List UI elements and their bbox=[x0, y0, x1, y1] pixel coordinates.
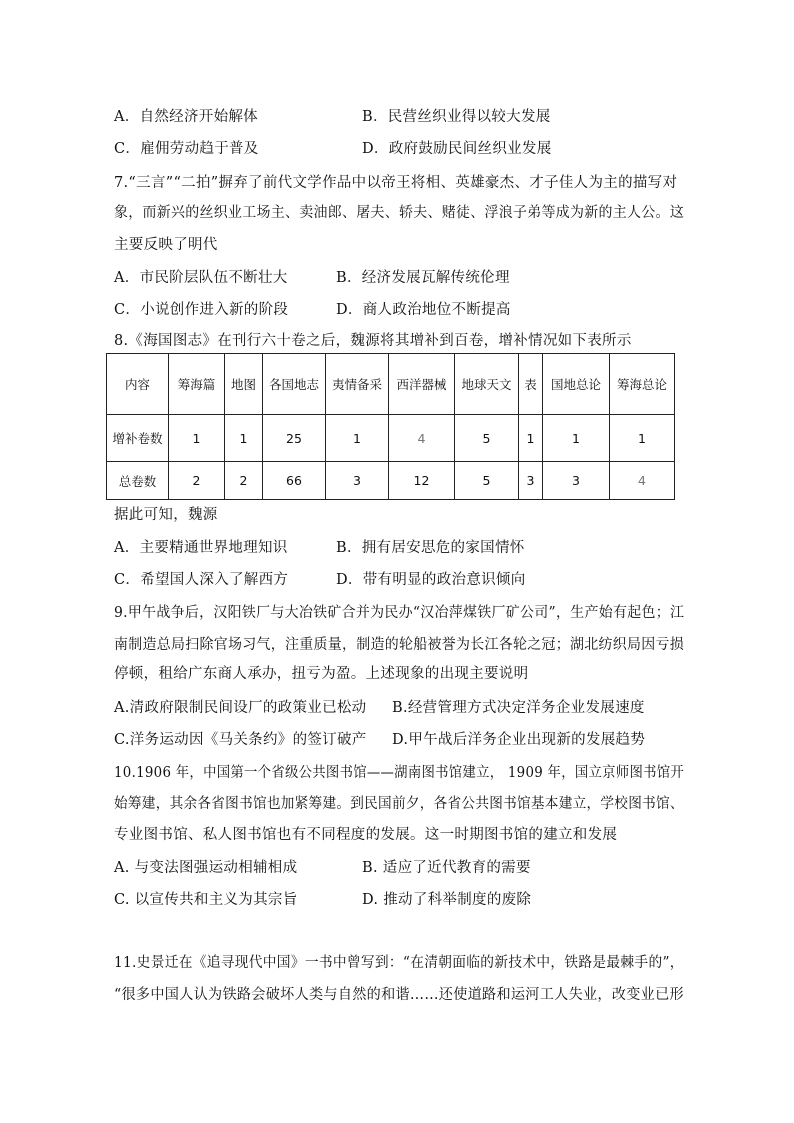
q6-option-b: B．民营丝织业得以较大发展 bbox=[362, 109, 551, 125]
table-header-row bbox=[107, 354, 675, 415]
q9-option-b: B.经营管理方式决定洋务企业发展速度 bbox=[392, 700, 645, 716]
q9-stem-line-1: 9.甲午战争后，汉阳铁厂与大冶铁矿合并为民办“汉冶萍煤铁厂矿公司”，生产始有起色；江 bbox=[114, 605, 685, 621]
table-cell: 3 bbox=[519, 462, 543, 500]
q7-option-d: D．商人政治地位不断提高 bbox=[336, 302, 511, 318]
q7-stem-line-1: 7.“三言”“二拍”摒弃了前代文学作品中以帝王将相、英雄豪杰、才子佳人为主的描写对 bbox=[114, 175, 678, 191]
header-cell: 国地总论 bbox=[543, 354, 610, 415]
table-row bbox=[107, 415, 675, 462]
q10-stem-line-3: 专业图书馆、私人图书馆也有不同程度的发展。这一时期图书馆的建立和发展 bbox=[114, 827, 618, 843]
q8-after: 据此可知，魏源 bbox=[114, 507, 218, 523]
table-cell: 66 bbox=[263, 462, 326, 500]
header-cell: 夷情备采 bbox=[326, 354, 389, 415]
q11-stem-line-1: 11.史景迁在《追寻现代中国》一书中曾写到：“在清朝面临的新技术中，铁路是最棘手的”， bbox=[114, 955, 684, 971]
header-cell: 各国地志 bbox=[263, 354, 326, 415]
table-cell: 2 bbox=[225, 462, 263, 500]
q8-table bbox=[106, 353, 675, 500]
q7-option-b: B．经济发展瓦解传统伦理 bbox=[336, 270, 510, 286]
header-cell: 筹海篇 bbox=[169, 354, 225, 415]
table-cell: 增补卷数 bbox=[107, 415, 169, 462]
table-cell: 25 bbox=[263, 415, 326, 462]
header-cell: 表 bbox=[519, 354, 543, 415]
q8-option-b: B．拥有居安思危的家国情怀 bbox=[336, 540, 525, 556]
table-cell: 4 bbox=[610, 462, 675, 500]
table-cell: 1 bbox=[326, 415, 389, 462]
q10-option-a: A. 与变法图强运动相辅相成 bbox=[114, 860, 298, 876]
table-cell: 3 bbox=[543, 462, 610, 500]
header-cell: 西洋器械 bbox=[389, 354, 455, 415]
q10-option-b: B. 适应了近代教育的需要 bbox=[362, 860, 531, 876]
table-cell: 4 bbox=[389, 415, 455, 462]
q9-option-a: A.清政府限制民间设厂的政策业已松动 bbox=[114, 700, 367, 716]
q10-stem-line-2: 始筹建，其余各省图书馆也加紧筹建。到民国前夕，各省公共图书馆基本建立，学校图书馆、 bbox=[114, 796, 684, 812]
table-cell: 5 bbox=[455, 462, 519, 500]
q8-option-a: A．主要精通世界地理知识 bbox=[114, 540, 288, 556]
header-cell: 地球天文 bbox=[455, 354, 519, 415]
q8-stem: 8.《海国图志》在刊行六十卷之后，魏源将其增补到百卷，增补情况如下表所示 bbox=[114, 333, 632, 349]
q8-option-c: C．希望国人深入了解西方 bbox=[114, 572, 289, 588]
table-cell: 1 bbox=[169, 415, 225, 462]
q10-option-c: C. 以宣传共和主义为其宗旨 bbox=[114, 892, 298, 908]
q6-option-a: A．自然经济开始解体 bbox=[114, 109, 258, 125]
table-cell: 1 bbox=[225, 415, 263, 462]
table-cell: 1 bbox=[519, 415, 543, 462]
q10-option-d: D. 推动了科举制度的废除 bbox=[362, 892, 532, 908]
table-cell: 12 bbox=[389, 462, 455, 500]
q11-stem-line-2: “很多中国人认为铁路会破坏人类与自然的和谐……还使道路和运河工人失业，改变业已形 bbox=[114, 987, 684, 1003]
table-cell: 1 bbox=[610, 415, 675, 462]
q9-option-c: C.洋务运动因《马关条约》的签订破产 bbox=[114, 732, 367, 748]
q10-stem-line-1: 10.1906 年，中国第一个省级公共图书馆——湖南图书馆建立， 1909 年，国立京师图书馆开 bbox=[114, 765, 685, 781]
table-cell: 2 bbox=[169, 462, 225, 500]
header-cell: 地图 bbox=[225, 354, 263, 415]
q7-option-c: C．小说创作进入新的阶段 bbox=[114, 302, 289, 318]
q9-option-d: D.甲午战后洋务企业出现新的发展趋势 bbox=[392, 732, 646, 748]
table-cell: 总卷数 bbox=[107, 462, 169, 500]
q9-stem-line-2: 南制造总局扫除官场习气，注重质量，制造的轮船被誉为长江各轮之冠；湖北纺织局因亏损 bbox=[114, 637, 684, 653]
q7-stem-line-2: 象，而新兴的丝织业工场主、卖油郎、屠夫、轿夫、赌徒、浮浪子弟等成为新的主人公。这 bbox=[114, 205, 684, 221]
q6-option-c: C．雇佣劳动趋于普及 bbox=[114, 141, 259, 157]
q7-option-a: A．市民阶层队伍不断壮大 bbox=[114, 270, 288, 286]
q6-option-d: D．政府鼓励民间丝织业发展 bbox=[362, 141, 552, 157]
table-row bbox=[107, 462, 675, 500]
q7-stem-line-3: 主要反映了明代 bbox=[114, 237, 218, 253]
header-cell: 筹海总论 bbox=[610, 354, 675, 415]
table-cell: 3 bbox=[326, 462, 389, 500]
table-cell: 5 bbox=[455, 415, 519, 462]
q9-stem-line-3: 停顿，租给广东商人承办，扭亏为盈。上述现象的出现主要说明 bbox=[114, 666, 529, 682]
header-cell: 内容 bbox=[107, 354, 169, 415]
table-cell: 1 bbox=[543, 415, 610, 462]
q8-option-d: D．带有明显的政治意识倾向 bbox=[336, 572, 526, 588]
